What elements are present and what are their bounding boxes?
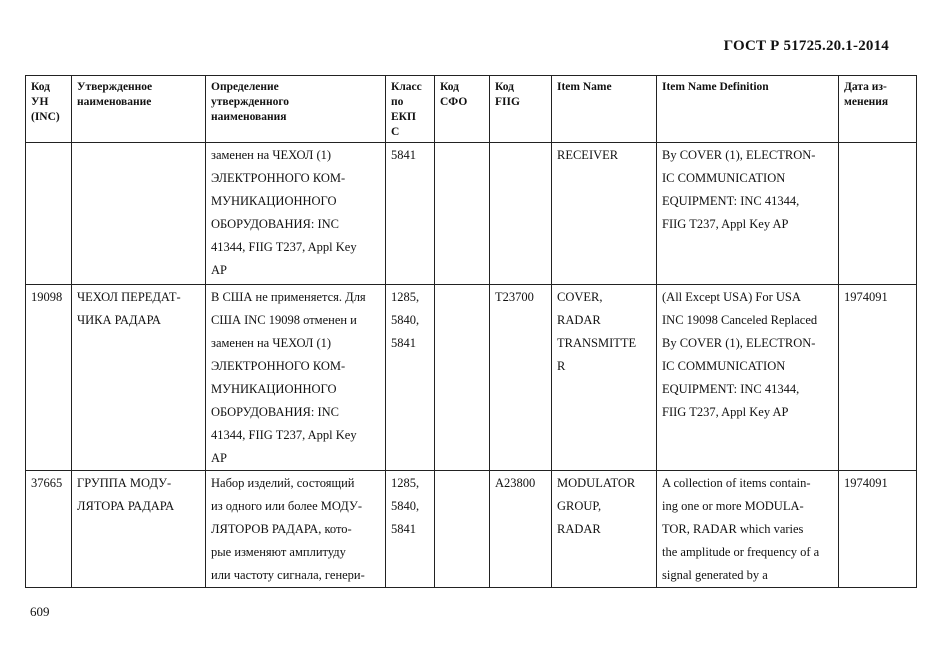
cell-class: 1285, 5840, 5841 — [386, 285, 435, 471]
document-code: ГОСТ Р 51725.20.1-2014 — [723, 38, 889, 54]
col-header-item-definition: Item Name Definition — [657, 76, 839, 143]
cell-sfo — [435, 471, 490, 588]
cell-item-definition: (All Except USA) For USA INC 19098 Canceled Replaced By COVER (1), ELECTRON- IC COMMUNICATION EQUIPMENT: INC 41344, FIIG T237, Appl Key AP — [657, 285, 839, 471]
cell-fiig — [490, 143, 552, 285]
cell-class: 1285, 5840, 5841 — [386, 471, 435, 588]
cell-item-name: RECEIVER — [552, 143, 657, 285]
cell-name: ГРУППА МОДУ- ЛЯТОРА РАДАРА — [72, 471, 206, 588]
table-header-row — [26, 76, 917, 143]
cell-item-name: COVER, RADAR TRANSMITTE R — [552, 285, 657, 471]
cell-name: ЧЕХОЛ ПЕРЕДАТ- ЧИКА РАДАРА — [72, 285, 206, 471]
cell-date — [839, 143, 917, 285]
cell-inc: 37665 — [26, 471, 72, 588]
cell-date: 1974091 — [839, 471, 917, 588]
cell-sfo — [435, 285, 490, 471]
cell-date: 1974091 — [839, 285, 917, 471]
catalog-table — [25, 75, 917, 588]
col-header-definition: Определение утвержденного наименования — [206, 76, 386, 143]
cell-item-definition: By COVER (1), ELECTRON- IC COMMUNICATION EQUIPMENT: INC 41344, FIIG T237, Appl Key AP — [657, 143, 839, 285]
cell-definition: заменен на ЧЕХОЛ (1) ЭЛЕКТРОННОГО КОМ- МУНИКАЦИОННОГО ОБОРУДОВАНИЯ: INC 41344, FIIG T237, Appl Key AP — [206, 143, 386, 285]
col-header-change-date: Дата из- менения — [839, 76, 917, 143]
table-row — [26, 143, 917, 285]
col-header-approved-name: Утвержденное наименование — [72, 76, 206, 143]
cell-fiig: T23700 — [490, 285, 552, 471]
table-row — [26, 471, 917, 588]
col-header-inc: Код УН (INC) — [26, 76, 72, 143]
cell-definition: Набор изделий, состоящий из одного или более МОДУ- ЛЯТОРОВ РАДАРА, кото- рые изменяют амплитуду или частоту сигнала, генери- — [206, 471, 386, 588]
page-number: 609 — [30, 604, 50, 619]
cell-sfo — [435, 143, 490, 285]
cell-item-name: MODULATOR GROUP, RADAR — [552, 471, 657, 588]
cell-definition: В США не применяется. Для США INC 19098 отменен и заменен на ЧЕХОЛ (1) ЭЛЕКТРОННОГО КОМ- МУНИКАЦИОННОГО ОБОРУДОВАНИЯ: INC 41344, FIIG T237, Appl Key AP — [206, 285, 386, 471]
cell-item-definition: A collection of items contain- ing one or more MODULA- TOR, RADAR which varies the amplitude or frequency of a signal generated by a — [657, 471, 839, 588]
col-header-sfo: Код СФО — [435, 76, 490, 143]
cell-inc: 19098 — [26, 285, 72, 471]
cell-name — [72, 143, 206, 285]
cell-fiig: A23800 — [490, 471, 552, 588]
col-header-item-name: Item Name — [552, 76, 657, 143]
table-row — [26, 285, 917, 471]
cell-class: 5841 — [386, 143, 435, 285]
cell-inc — [26, 143, 72, 285]
col-header-fiig: Код FIIG — [490, 76, 552, 143]
col-header-class: Класс по ЕКП С — [386, 76, 435, 143]
